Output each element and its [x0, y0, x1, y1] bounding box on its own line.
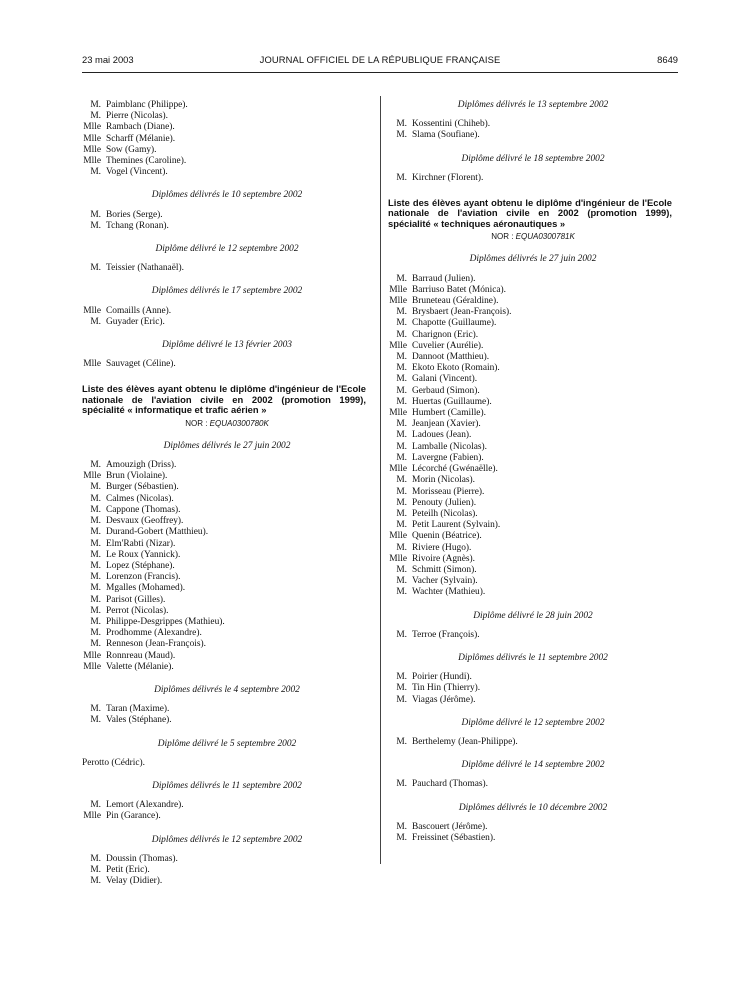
name-list: [388, 672, 678, 706]
header-date: 23 mai 2003: [82, 54, 134, 65]
section-heading: Diplôme délivré le 12 septembre 2002: [461, 717, 605, 728]
graduate-name: Ladoues (Jean).: [412, 430, 472, 441]
civility-title: M.: [396, 832, 407, 843]
graduate-name: Vales (Stéphane).: [106, 715, 172, 726]
graduate-name: Barraud (Julien).: [412, 273, 476, 284]
section-heading: Diplômes délivrés le 17 septembre 2002: [151, 286, 303, 297]
civility-title: M.: [396, 779, 407, 790]
list-item: [82, 865, 372, 876]
civility-title: M.: [90, 167, 101, 178]
name-list: [82, 210, 372, 232]
list-item: [388, 296, 678, 307]
list-item: [82, 539, 372, 550]
list-item: [388, 498, 678, 509]
civility-title: M.: [396, 497, 407, 508]
graduate-name: Humbert (Camille).: [412, 408, 486, 419]
name-list: [82, 758, 372, 769]
graduate-name: Renneson (Jean-François).: [106, 639, 206, 650]
list-item: [388, 833, 678, 844]
list-item: [388, 576, 678, 587]
list-item: [388, 274, 678, 285]
graduate-name: Charignon (Eric).: [412, 329, 479, 340]
list-item: [388, 363, 678, 374]
civility-title: M.: [90, 572, 101, 583]
civility-title: M.: [396, 672, 407, 683]
graduate-name: Peteilh (Nicolas).: [412, 508, 478, 519]
graduate-name: Lemort (Alexandre).: [106, 800, 184, 811]
list-item: [388, 419, 678, 430]
list-item: [388, 397, 678, 408]
civility-title: M.: [396, 130, 407, 141]
civility-title: M.: [396, 520, 407, 531]
left-column: [82, 100, 372, 887]
list-item: [82, 167, 372, 178]
list-item: [388, 318, 678, 329]
graduate-name: Vacher (Sylvain).: [412, 576, 478, 587]
graduate-name: Desvaux (Geoffrey).: [106, 516, 184, 527]
nor-label: NOR :: [491, 232, 514, 242]
list-item: [82, 134, 372, 145]
graduate-name: Poirier (Hundi).: [412, 672, 472, 683]
list-item: [388, 173, 678, 184]
civility-title: M.: [90, 628, 101, 639]
list-item: [388, 285, 678, 296]
civility-title: M.: [90, 864, 101, 875]
name-list: [388, 119, 678, 141]
civility-title: M.: [90, 220, 101, 231]
civility-title: Mlle: [389, 284, 407, 295]
list-item: [82, 758, 372, 769]
list-item: [388, 307, 678, 318]
section-heading: Diplômes délivrés le 10 septembre 2002: [151, 190, 303, 201]
list-item: [388, 587, 678, 598]
list-item: [388, 475, 678, 486]
graduate-name: Tin Hin (Thierry).: [412, 683, 481, 694]
graduate-name: Velay (Didier).: [106, 876, 163, 887]
graduate-name: Paimblanc (Philippe).: [106, 100, 188, 110]
section-heading: Diplôme délivré le 14 septembre 2002: [461, 760, 605, 771]
list-item: [82, 263, 372, 274]
list-item: [388, 683, 678, 694]
civility-title: M.: [396, 119, 407, 130]
graduate-name: Bruneteau (Géraldine).: [412, 296, 499, 307]
list-item: [388, 779, 678, 790]
civility-title: M.: [396, 683, 407, 694]
graduate-name: Berthelemy (Jean-Philippe).: [412, 736, 518, 747]
graduate-name: Barriuso Batet (Mónica).: [412, 284, 506, 295]
list-item: [82, 145, 372, 156]
list-item: [82, 595, 372, 606]
nor-reference: [82, 418, 372, 429]
graduate-name: Pin (Garance).: [106, 811, 161, 822]
graduate-name: Guyader (Eric).: [106, 316, 165, 327]
graduate-name: Chapotte (Guillaume).: [412, 318, 497, 329]
list-title: Liste des élèves ayant obtenu le diplôme d'ingénieur de l'Ecole nationale de l'aviation civile en 2002 (promotion 1999), spécialité « informatique et trafic aérien »: [82, 383, 366, 416]
graduate-name: Scharff (Mélanie).: [106, 133, 176, 144]
civility-title: M.: [90, 639, 101, 650]
list-item: [82, 494, 372, 505]
list-item: [82, 156, 372, 167]
graduate-name: Ekoto Ekoto (Romain).: [412, 363, 500, 374]
civility-title: Mlle: [389, 296, 407, 307]
section-heading: Diplômes délivrés le 27 juin 2002: [163, 440, 291, 451]
civility-title: Mlle: [83, 156, 101, 167]
civility-title: M.: [396, 273, 407, 284]
civility-title: M.: [396, 587, 407, 598]
list-item: [82, 317, 372, 328]
graduate-name: Petit Laurent (Sylvain).: [412, 520, 501, 531]
name-list: [82, 704, 372, 726]
list-item: [82, 651, 372, 662]
civility-title: M.: [90, 538, 101, 549]
civility-title: M.: [90, 516, 101, 527]
graduate-name: Dannoot (Matthieu).: [412, 352, 490, 363]
civility-title: M.: [396, 374, 407, 385]
graduate-name: Huertas (Guillaume).: [412, 396, 492, 407]
graduate-name: Amouzigh (Driss).: [106, 460, 177, 471]
section-heading: Diplômes délivrés le 13 septembre 2002: [457, 100, 609, 110]
civility-title: M.: [396, 307, 407, 318]
list-item: [388, 341, 678, 352]
civility-title: M.: [396, 385, 407, 396]
nor-reference: [388, 231, 678, 242]
list-item: [82, 471, 372, 482]
graduate-name: Riviere (Hugo).: [412, 542, 472, 553]
civility-title: Mlle: [83, 305, 101, 316]
graduate-name: Slama (Soufiane).: [412, 130, 480, 141]
section-heading: Diplôme délivré le 12 septembre 2002: [155, 244, 299, 255]
section-heading: Diplômes délivrés le 11 septembre 2002: [152, 780, 302, 791]
list-item: [82, 482, 372, 493]
graduate-name: Lavergne (Fabien).: [412, 452, 484, 463]
civility-title: M.: [90, 560, 101, 571]
list-item: [82, 617, 372, 628]
civility-title: M.: [396, 329, 407, 340]
civility-title: M.: [396, 396, 407, 407]
name-list: [388, 779, 678, 790]
graduate-name: Themines (Caroline).: [106, 156, 187, 167]
list-item: [388, 330, 678, 341]
name-list: [388, 630, 678, 641]
graduate-name: Mgalles (Mohamed).: [106, 583, 186, 594]
graduate-name: Petit (Eric).: [106, 864, 150, 875]
list-item: [388, 737, 678, 748]
graduate-name: Sauvaget (Céline).: [106, 359, 176, 370]
list-item: [388, 130, 678, 141]
graduate-name: Brysbaert (Jean-François).: [412, 307, 512, 318]
list-item: [82, 527, 372, 538]
civility-title: M.: [396, 172, 407, 183]
list-item: [388, 672, 678, 683]
graduate-name: Morisseau (Pierre).: [412, 486, 485, 497]
graduate-name: Doussin (Thomas).: [106, 853, 178, 864]
graduate-name: Lécorché (Gwénaëlle).: [412, 464, 498, 475]
graduate-name: Bories (Serge).: [106, 209, 163, 220]
graduate-name: Brun (Violaine).: [106, 471, 168, 482]
civility-title: M.: [396, 419, 407, 430]
civility-title: M.: [90, 704, 101, 715]
name-list: [82, 359, 372, 370]
graduate-name: Rivoire (Agnès).: [412, 553, 476, 564]
list-item: [82, 800, 372, 811]
civility-title: M.: [90, 527, 101, 538]
list-item: [82, 572, 372, 583]
graduate-name: Lamballe (Nicolas).: [412, 441, 487, 452]
civility-title: M.: [396, 542, 407, 553]
civility-title: M.: [396, 441, 407, 452]
nor-code: EQUA0300780K: [209, 418, 269, 428]
list-item: [82, 111, 372, 122]
list-item: [82, 460, 372, 471]
graduate-name: Kirchner (Florent).: [412, 172, 484, 183]
graduate-name: Sow (Gamy).: [106, 144, 157, 155]
list-item: [388, 630, 678, 641]
graduate-name: Vogel (Vincent).: [106, 167, 168, 178]
graduate-name: Taran (Maxime).: [106, 704, 170, 715]
graduate-name: Le Roux (Yannick).: [106, 549, 181, 560]
name-list: [82, 800, 372, 822]
graduate-name: Durand-Gobert (Matthieu).: [106, 527, 209, 538]
graduate-name: Viagas (Jérôme).: [412, 694, 476, 705]
list-item: [82, 628, 372, 639]
civility-title: M.: [90, 616, 101, 627]
civility-title: Mlle: [389, 408, 407, 419]
graduate-name: Cappone (Thomas).: [106, 504, 181, 515]
list-item: [82, 359, 372, 370]
list-item: [82, 583, 372, 594]
list-item: [82, 704, 372, 715]
header-page-number: 8649: [657, 54, 678, 65]
nor-code: EQUA0300781K: [515, 232, 575, 242]
section-heading: Diplômes délivrés le 12 septembre 2002: [151, 834, 303, 845]
list-item: [388, 565, 678, 576]
graduate-name: Calmes (Nicolas).: [106, 493, 174, 504]
civility-title: M.: [90, 504, 101, 515]
civility-title: Mlle: [389, 531, 407, 542]
name-list: [388, 173, 678, 184]
graduate-name: Teissier (Nathanaël).: [106, 263, 184, 274]
name-list: [388, 822, 678, 844]
section-heading: Diplômes délivrés le 4 septembre 2002: [154, 684, 300, 695]
civility-title: M.: [90, 263, 101, 274]
civility-title: Mlle: [83, 650, 101, 661]
header-rule: [82, 72, 678, 73]
graduate-name: Penouty (Julien).: [412, 497, 477, 508]
graduate-name: Perotto (Cédric).: [82, 757, 146, 768]
section-heading: Diplômes délivrés le 11 septembre 2002: [458, 652, 608, 663]
list-item: [388, 695, 678, 706]
graduate-name: Rambach (Diane).: [106, 122, 175, 133]
graduate-name: Burger (Sébastien).: [106, 482, 179, 493]
list-item: [388, 554, 678, 565]
list-item: [388, 374, 678, 385]
graduate-name: Wachter (Mathieu).: [412, 587, 486, 598]
section-heading: Diplômes délivrés le 27 juin 2002: [469, 254, 597, 265]
graduate-name: Pauchard (Thomas).: [412, 779, 489, 790]
civility-title: M.: [90, 460, 101, 471]
civility-title: M.: [396, 475, 407, 486]
list-item: [82, 876, 372, 887]
list-item: [82, 606, 372, 617]
graduate-name: Kossentini (Chiheb).: [412, 119, 491, 130]
civility-title: Mlle: [389, 464, 407, 475]
list-item: [388, 442, 678, 453]
civility-title: Mlle: [83, 661, 101, 672]
list-item: [388, 430, 678, 441]
civility-title: Mlle: [83, 811, 101, 822]
list-item: [388, 509, 678, 520]
list-item: [82, 715, 372, 726]
civility-title: Mlle: [83, 144, 101, 155]
list-item: [82, 100, 372, 111]
graduate-name: Cuvelier (Aurélie).: [412, 340, 484, 351]
nor-label: NOR :: [185, 418, 208, 428]
civility-title: M.: [396, 576, 407, 587]
civility-title: Mlle: [83, 359, 101, 370]
civility-title: M.: [90, 316, 101, 327]
civility-title: M.: [90, 876, 101, 887]
name-list: [82, 460, 372, 673]
list-item: [388, 408, 678, 419]
graduate-name: Perrot (Nicolas).: [106, 605, 169, 616]
list-item: [82, 505, 372, 516]
civility-title: M.: [396, 629, 407, 640]
graduate-name: Valette (Mélanie).: [106, 661, 174, 672]
list-item: [388, 386, 678, 397]
list-item: [82, 221, 372, 232]
column-divider: [380, 96, 381, 864]
civility-title: M.: [90, 482, 101, 493]
graduate-name: Lorenzon (Francis).: [106, 572, 181, 583]
graduate-name: Quenin (Béatrice).: [412, 531, 482, 542]
name-list: [82, 263, 372, 274]
list-item: [388, 453, 678, 464]
civility-title: M.: [396, 363, 407, 374]
civility-title: Mlle: [389, 340, 407, 351]
list-item: [388, 352, 678, 363]
civility-title: M.: [90, 111, 101, 122]
civility-title: M.: [396, 452, 407, 463]
civility-title: M.: [90, 493, 101, 504]
list-item: [388, 119, 678, 130]
civility-title: M.: [90, 594, 101, 605]
graduate-name: Philippe-Desgrippes (Mathieu).: [106, 616, 225, 627]
graduate-name: Pierre (Nicolas).: [106, 111, 168, 122]
list-title: Liste des élèves ayant obtenu le diplôme d'ingénieur de l'Ecole nationale de l'aviation civile en 2002 (promotion 1999), spécialité « techniques aéronautiques »: [388, 197, 672, 229]
civility-title: M.: [396, 318, 407, 329]
list-item: [82, 306, 372, 317]
graduate-name: Schmitt (Simon).: [412, 564, 477, 575]
civility-title: M.: [90, 209, 101, 220]
civility-title: Mlle: [83, 122, 101, 133]
civility-title: M.: [396, 564, 407, 575]
page-header: [82, 54, 678, 68]
graduate-name: Jeanjean (Xavier).: [412, 419, 481, 430]
list-item: [388, 531, 678, 542]
name-list: [388, 737, 678, 748]
section-heading: Diplômes délivrés le 10 décembre 2002: [458, 802, 608, 813]
list-item: [82, 516, 372, 527]
list-item: [388, 543, 678, 554]
list-item: [82, 854, 372, 865]
list-item: [388, 464, 678, 475]
civility-title: M.: [396, 736, 407, 747]
name-list: [82, 306, 372, 328]
graduate-name: Parisot (Gilles).: [106, 594, 166, 605]
list-item: [388, 822, 678, 833]
civility-title: M.: [90, 605, 101, 616]
civility-title: M.: [396, 486, 407, 497]
civility-title: Mlle: [83, 471, 101, 482]
civility-title: M.: [396, 821, 407, 832]
civility-title: M.: [90, 853, 101, 864]
graduate-name: Elm'Rabti (Nizar).: [106, 538, 176, 549]
list-item: [82, 122, 372, 133]
list-item: [82, 811, 372, 822]
name-list: [388, 274, 678, 599]
graduate-name: Galani (Vincent).: [412, 374, 478, 385]
civility-title: M.: [90, 583, 101, 594]
civility-title: Mlle: [389, 553, 407, 564]
list-item: [82, 210, 372, 221]
section-heading: Diplôme délivré le 18 septembre 2002: [461, 153, 605, 164]
name-list: [82, 854, 372, 888]
graduate-name: Freissinet (Sébastien).: [412, 832, 496, 843]
section-heading: Diplôme délivré le 13 février 2003: [162, 340, 292, 351]
civility-title: M.: [396, 694, 407, 705]
civility-title: M.: [90, 549, 101, 560]
graduate-name: Ronnreau (Maud).: [106, 650, 176, 661]
list-item: [82, 639, 372, 650]
civility-title: M.: [90, 715, 101, 726]
list-item: [82, 561, 372, 572]
section-heading: Diplôme délivré le 28 juin 2002: [473, 610, 593, 621]
graduate-name: Terroe (François).: [412, 629, 480, 640]
graduate-name: Lopez (Stéphane).: [106, 560, 175, 571]
graduate-name: Tchang (Ronan).: [106, 220, 169, 231]
right-column: [388, 100, 678, 844]
graduate-name: Bascouert (Jérôme).: [412, 821, 488, 832]
civility-title: M.: [396, 352, 407, 363]
civility-title: M.: [90, 800, 101, 811]
list-item: [388, 487, 678, 498]
civility-title: Mlle: [83, 133, 101, 144]
civility-title: M.: [396, 430, 407, 441]
list-item: [82, 662, 372, 673]
name-list: [82, 100, 372, 178]
list-item: [388, 520, 678, 531]
graduate-name: Prodhomme (Alexandre).: [106, 628, 202, 639]
list-item: [82, 550, 372, 561]
graduate-name: Morin (Nicolas).: [412, 475, 476, 486]
civility-title: M.: [396, 508, 407, 519]
graduate-name: Comaills (Anne).: [106, 305, 172, 316]
section-heading: Diplôme délivré le 5 septembre 2002: [157, 738, 297, 749]
civility-title: M.: [90, 100, 101, 110]
graduate-name: Gerbaud (Simon).: [412, 385, 480, 396]
header-title: JOURNAL OFFICIEL DE LA RÉPUBLIQUE FRANÇAISE: [259, 54, 501, 65]
